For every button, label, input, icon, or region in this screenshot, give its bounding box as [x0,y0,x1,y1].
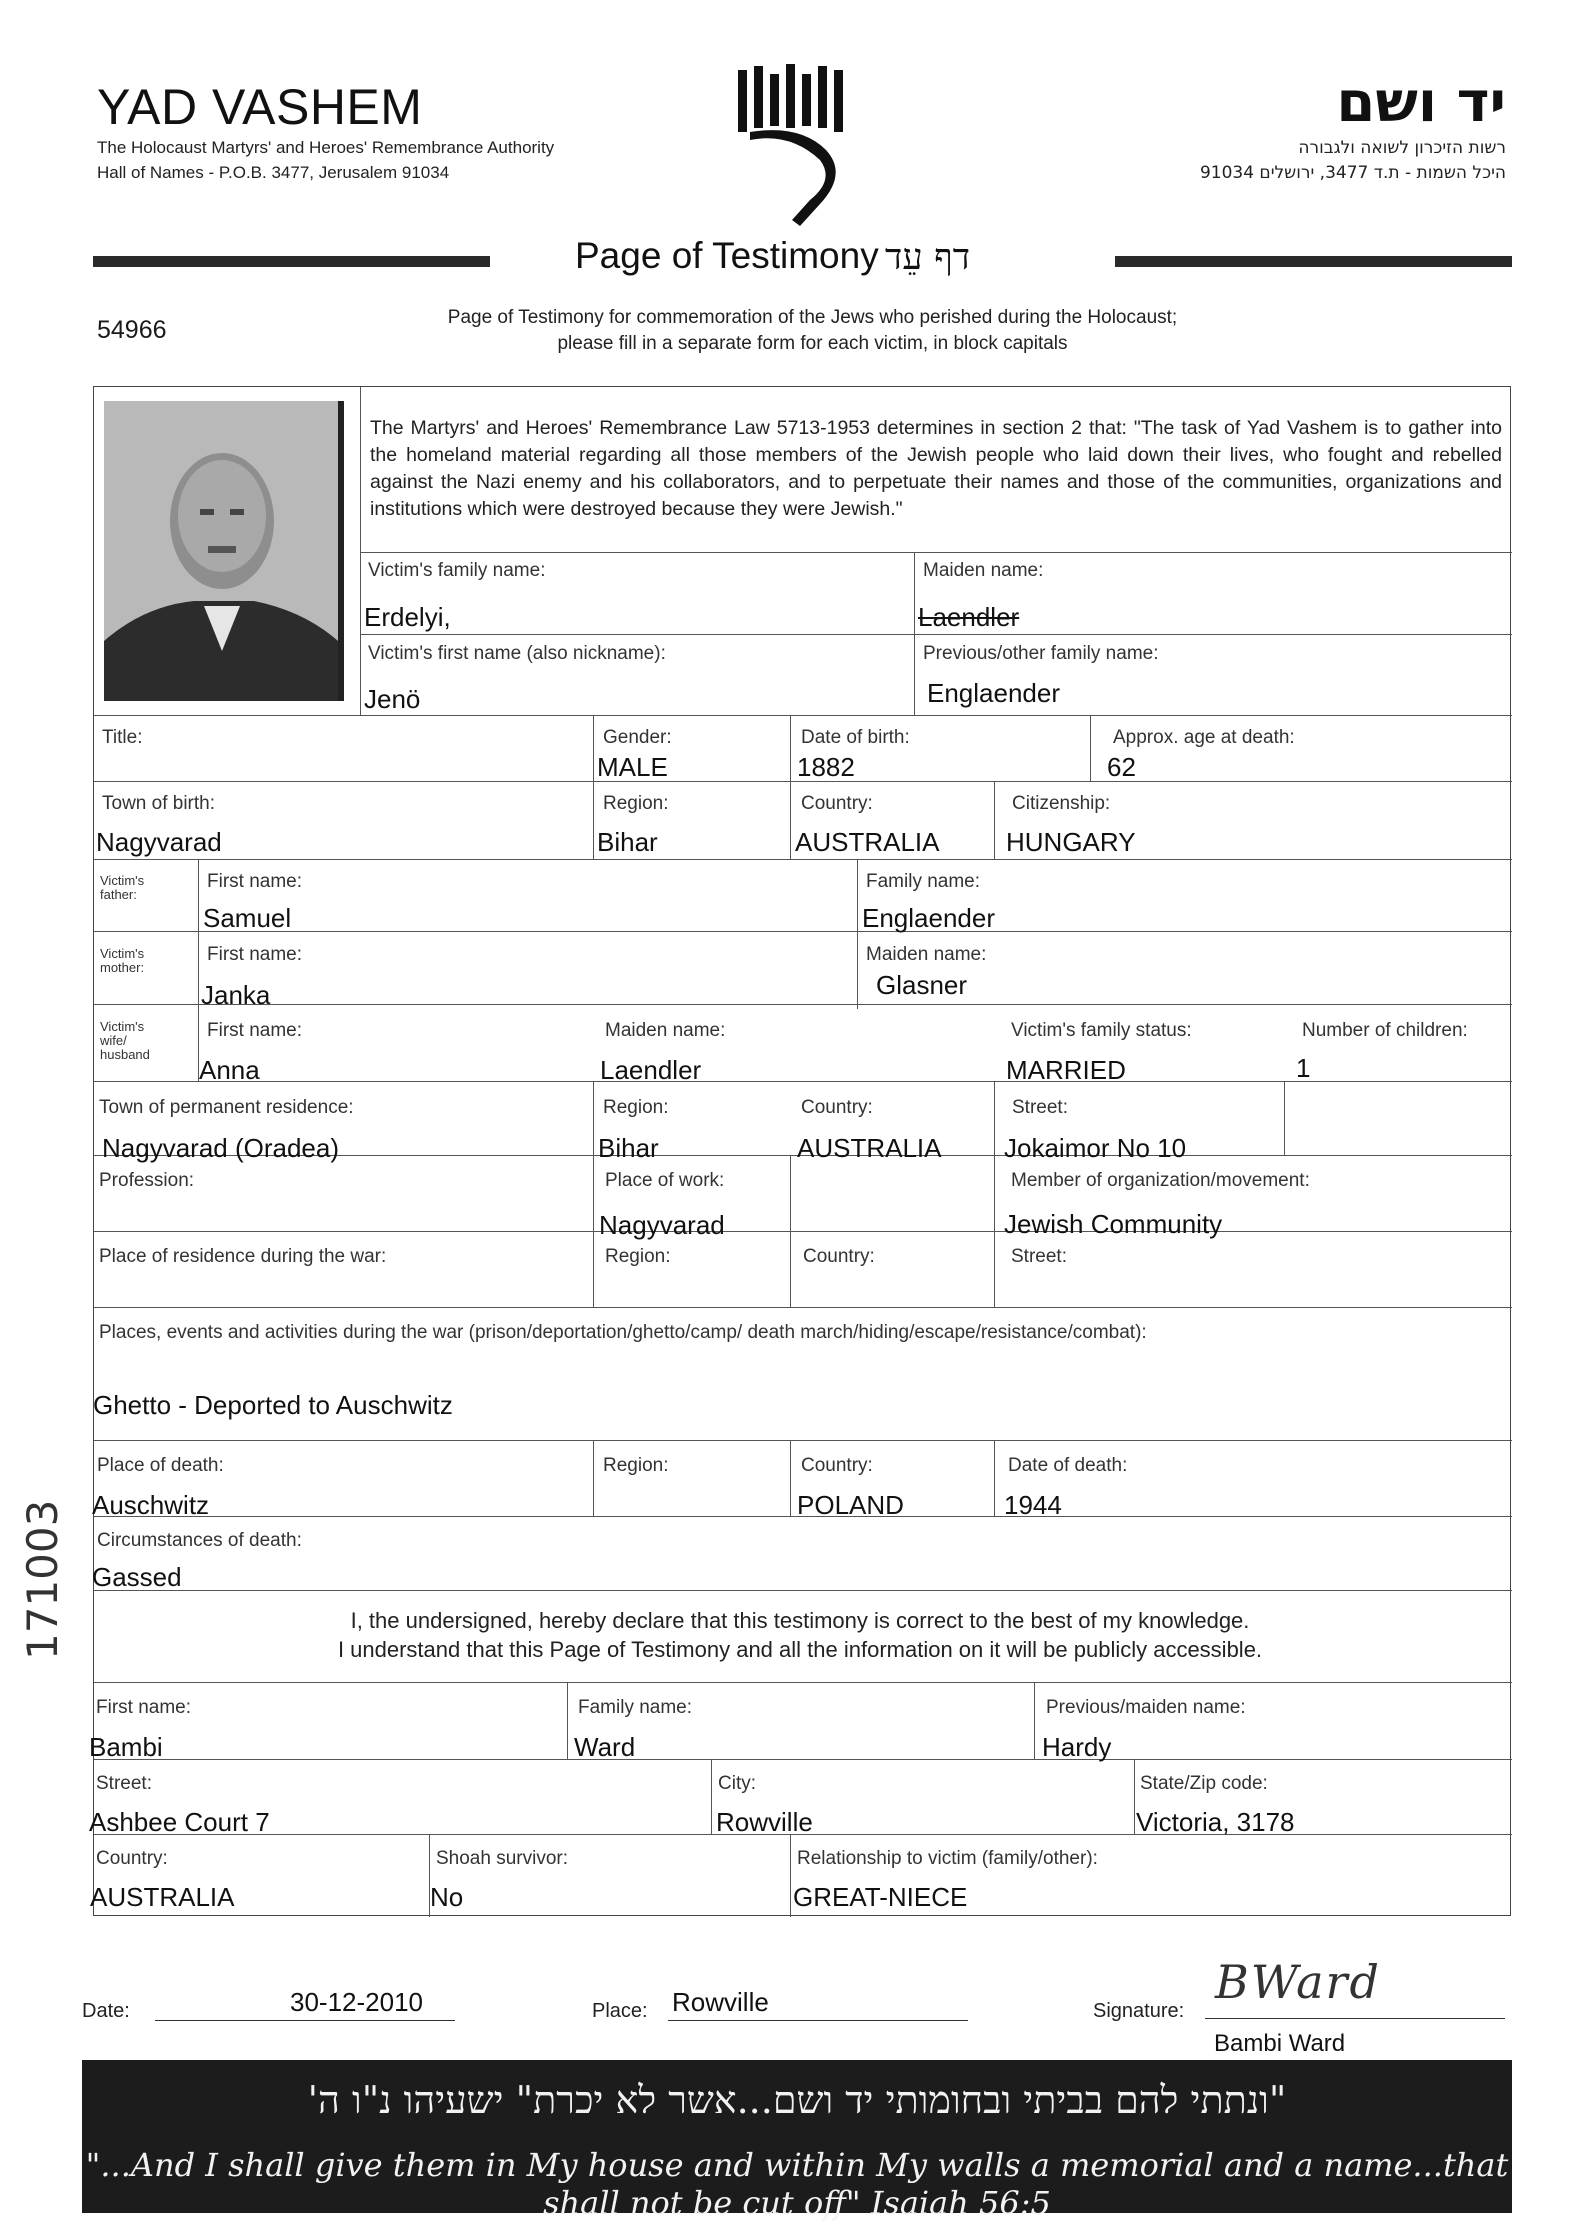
label-mother-first-name: First name: [207,944,303,965]
victim-family-name: Erdelyi, [364,602,451,632]
victim-maiden-name: Laendler [918,602,1020,632]
label-submitter-family-name: Family name: [578,1697,693,1718]
label-approx-age: Approx. age at death: [1113,727,1295,748]
victim-first-name: Jenö [364,684,421,714]
banner-hebrew-quote: "ונתתי להם בביתי ובחומותי יד ושם...אשר לא יכרת" ישעיהו נ"ו ה' [307,2078,1287,2122]
label-war-region: Region: [605,1246,671,1267]
label-death-region: Region: [603,1455,669,1476]
victim-previous-family-name: Englaender [927,678,1060,708]
victim-portrait-icon [104,401,338,701]
victim-approx-age: 62 [1107,752,1136,782]
signature-scribble: BWard [1215,1955,1381,2009]
victim-citizenship: HUNGARY [1006,827,1136,857]
submitter-street: Ashbee Court 7 [89,1807,270,1837]
residence-street: Jokaimor No 10 [1004,1133,1187,1163]
submitter-previous-maiden: Hardy [1042,1732,1112,1762]
label-submitter-country: Country: [96,1848,168,1869]
label-place: Place: [592,2000,648,2022]
label-mother-maiden-name: Maiden name: [866,944,987,965]
father-first-name: Samuel [203,903,292,933]
residence-country: AUSTRALIA [797,1133,942,1163]
father-family-name: Englaender [862,903,995,933]
label-place-of-death: Place of death: [97,1455,224,1476]
header-rule-right [1115,256,1512,267]
label-death-country: Country: [801,1455,873,1476]
victim-birth-region: Bihar [597,827,658,857]
archive-stamp-number: 171003 [18,1499,67,1660]
label-residence-country: Country: [801,1097,873,1118]
org-subtitle-en-2: Hall of Names - P.O.B. 3477, Jerusalem 91034 [97,163,450,182]
label-family-status: Victim's family status: [1011,1020,1192,1041]
org-subtitle-he-1: רשות הזיכרון לשואה ולגבורה [1298,138,1506,158]
date-line [155,2020,455,2021]
label-submitter-first-name: First name: [96,1697,192,1718]
label-date-of-birth: Date of birth: [801,727,910,748]
label-family-name: Victim's family name: [368,560,546,581]
label-date: Date: [82,2000,130,2022]
label-citizenship: Citizenship: [1012,793,1111,814]
victim-war-events: Ghetto - Deported to Auschwitz [93,1390,453,1420]
submitter-state-zip: Victoria, 3178 [1136,1807,1295,1837]
org-name-en: YAD VASHEM [97,79,423,135]
label-birth-region: Region: [603,793,669,814]
org-subtitle-he-2: היכל השמות - ת.ד 3477, ירושלים 91034 [1199,163,1506,183]
label-residence-during-war: Place of residence during the war: [99,1246,387,1267]
victim-date-of-death: 1944 [1004,1490,1062,1520]
place-line [668,2020,968,2021]
victim-place-of-death: Auschwitz [92,1490,210,1520]
label-victims-spouse: Victim's wife/ husband [100,1019,150,1062]
label-profession: Profession: [99,1170,195,1191]
submitter-country: AUSTRALIA [90,1882,235,1912]
victim-photo [104,401,344,701]
label-birth-country: Country: [801,793,873,814]
residence-town: Nagyvarad (Oradea) [102,1133,339,1163]
submitter-first-name: Bambi [89,1732,163,1762]
victim-gender: MALE [597,752,668,782]
label-maiden-name: Maiden name: [923,560,1044,581]
submitter-city: Rowville [716,1807,813,1837]
victim-place-of-work: Nagyvarad [599,1210,725,1240]
label-submitter-city: City: [718,1773,756,1794]
spouse-maiden-name: Laendler [600,1055,702,1085]
label-title: Title: [102,727,143,748]
residence-region: Bihar [598,1133,659,1163]
label-town-permanent-residence: Town of permanent residence: [99,1097,354,1118]
label-residence-street: Street: [1012,1097,1068,1118]
footer-banner [82,2060,1512,2222]
instructions [380,305,1245,357]
victim-family-status: MARRIED [1006,1055,1126,1085]
victim-death-country: POLAND [797,1490,904,1520]
label-war-street: Street: [1011,1246,1067,1267]
org-name-he: יד ושם [1336,70,1506,135]
label-date-of-death: Date of death: [1008,1455,1128,1476]
label-father-first-name: First name: [207,871,303,892]
label-spouse-maiden-name: Maiden name: [605,1020,726,1041]
label-signature: Signature: [1093,2000,1185,2022]
banner-english-quote: "...And I shall give them in My house and within My walls a memorial and a name...that shall not be cut off" Isaiah 56:5 [85,2146,1509,2222]
label-gender: Gender: [603,727,672,748]
victim-date-of-birth: 1882 [797,752,855,782]
page-title: Page of Testimony [575,235,879,276]
label-shoah-survivor: Shoah survivor: [436,1848,569,1869]
victim-circumstances-of-death: Gassed [92,1562,182,1592]
submitter-shoah-survivor: No [430,1882,464,1912]
reference-number: 54966 [97,316,167,344]
instructions-line-1: Page of Testimony for commemoration of the Jews who perished during the Holocaust; [447,307,1178,328]
label-submitter-previous-maiden: Previous/maiden name: [1046,1697,1246,1718]
signature-line [1205,2018,1505,2019]
victim-town-of-birth: Nagyvarad [96,827,222,857]
page-title-he: דף עֵד [885,237,971,278]
label-war-events: Places, events and activities during the war (prison/deportation/ghetto/camp/ death march/hiding/escape/resistance/combat): [99,1322,1147,1343]
header-rule-left [93,256,490,267]
victim-birth-country: AUSTRALIA [795,827,940,857]
declaration-line-2: I understand that this Page of Testimony and all the information on it will be publicly accessible. [337,1637,1263,1662]
submitter-relationship: GREAT-NIECE [793,1882,968,1912]
label-submitter-state-zip: State/Zip code: [1140,1773,1268,1794]
label-number-of-children: Number of children: [1302,1020,1468,1041]
label-place-of-work: Place of work: [605,1170,725,1191]
label-circumstances-of-death: Circumstances of death: [97,1530,302,1551]
label-residence-region: Region: [603,1097,669,1118]
yad-vashem-logo-icon [730,62,850,232]
submitter-family-name: Ward [574,1732,636,1762]
mother-first-name: Janka [201,980,271,1010]
victim-number-of-children: 1 [1296,1053,1311,1083]
label-spouse-first-name: First name: [207,1020,303,1041]
label-victims-mother: Victim's mother: [100,946,145,975]
mother-maiden-name: Glasner [876,970,968,1000]
label-first-name-nickname: Victim's first name (also nickname): [368,643,666,664]
label-previous-family-name: Previous/other family name: [923,643,1159,664]
footer-place: Rowville [672,1987,769,2017]
footer-signature-name: Bambi Ward [1214,2030,1346,2057]
org-subtitle-en-1: The Holocaust Martyrs' and Heroes' Remembrance Authority [97,138,555,157]
label-war-country: Country: [803,1246,875,1267]
declaration [160,1606,1440,1664]
victim-member-organization: Jewish Community [1004,1209,1223,1239]
label-relationship: Relationship to victim (family/other): [797,1848,1098,1869]
declaration-line-1: I, the undersigned, hereby declare that this testimony is correct to the best of my knowledge. [350,1608,1250,1633]
label-submitter-street: Street: [96,1773,152,1794]
label-town-of-birth: Town of birth: [102,793,215,814]
footer-date: 30-12-2010 [290,1987,423,2017]
spouse-first-name: Anna [199,1055,260,1085]
law-text: The Martyrs' and Heroes' Remembrance Law 5713-1953 determines in section 2 that: "The task of Yad Vashem is to gather into the homeland material regarding all those members of the Jewish people who laid down their lives, who fought and rebelled against the Nazi enemy and his collaborators, and to perpetuate their names and those of the communities, organizations and institutions which were destroyed because they were Jewish." [370,417,1502,520]
label-father-family-name: Family name: [866,871,981,892]
instructions-line-2: please fill in a separate form for each victim, in block capitals [557,333,1068,354]
label-member-organization: Member of organization/movement: [1011,1170,1310,1191]
label-victims-father: Victim's father: [100,873,145,902]
